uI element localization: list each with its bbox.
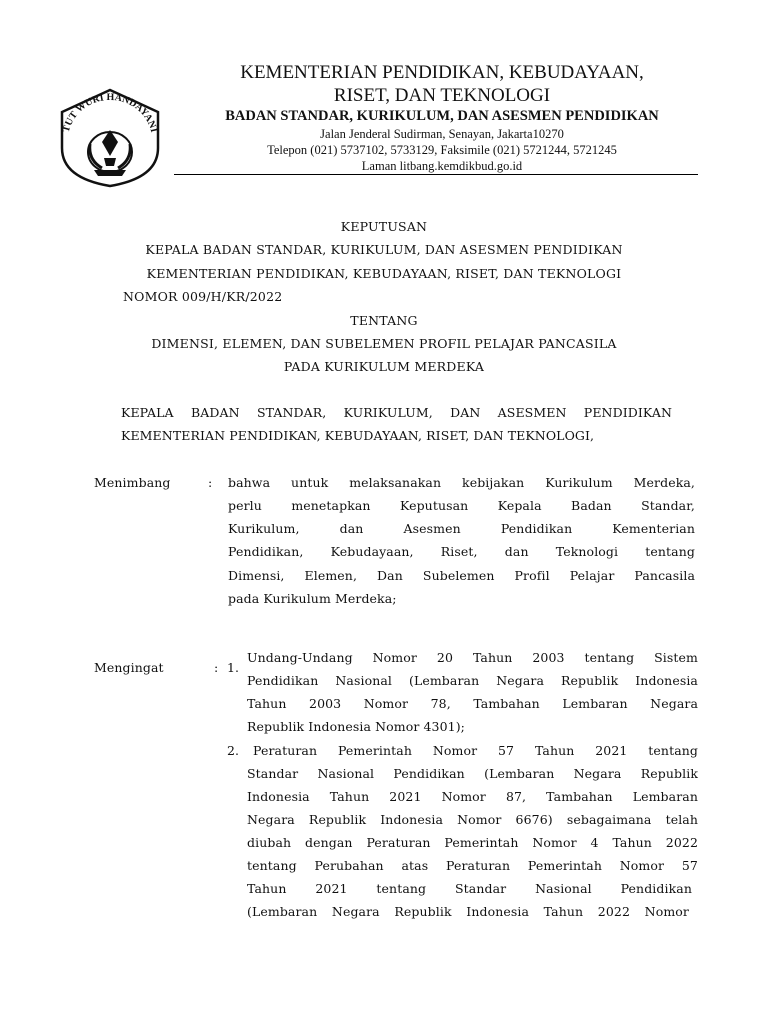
menimbang-line: bahwa untuk melaksanakan kebijakan Kurikulum Merdeka, <box>228 475 695 490</box>
mengingat-label: Mengingat <box>94 660 164 675</box>
menimbang-line: perlu menetapkan Keputusan Kepala Badan Standar, <box>228 498 695 513</box>
mengingat-item-line: Tahun 2003 Nomor 78, Tambahan Lembaran Negara <box>247 696 698 711</box>
mengingat-item-line: Undang-Undang Nomor 20 Tahun 2003 tentang Sistem <box>247 650 698 665</box>
address: Jalan Jenderal Sudirman, Senayan, Jakarta10270 <box>320 127 564 141</box>
mengingat-item-line: tentang Perubahan atas Peraturan Pemerintah Nomor 57 <box>247 858 698 873</box>
issuer-line1: KEPALA BADAN STANDAR, KURIKULUM, DAN ASESMEN PENDIDIKAN <box>121 405 672 420</box>
mengingat-item-line: Standar Nasional Pendidikan (Lembaran Negara Republik <box>247 766 698 781</box>
tentang-heading: TENTANG <box>350 313 418 328</box>
keputusan-heading: KEPUTUSAN <box>340 219 428 234</box>
mengingat-item-line: Tahun 2021 tentang Standar Nasional Pendidikan <box>247 881 692 896</box>
title-line1: KEPALA BADAN STANDAR, KURIKULUM, DAN ASESMEN PENDIDIKAN <box>145 242 623 257</box>
mengingat-item-line: Negara Republik Indonesia Nomor 6676) sebagaimana telah <box>247 812 698 827</box>
title-line2: KEMENTERIAN PENDIDIKAN, KEBUDAYAAN, RISET, DAN TEKNOLOGI <box>146 266 622 281</box>
menimbang-line: pada Kurikulum Merdeka; <box>228 591 397 606</box>
letterhead-divider <box>174 174 698 175</box>
menimbang-colon: : <box>208 475 213 490</box>
menimbang-line: Pendidikan, Kebudayaan, Riset, dan Teknologi tentang <box>228 544 695 559</box>
tut-wuri-handayani-logo-icon <box>50 82 170 192</box>
mengingat-item-line: Pendidikan Nasional (Lembaran Negara Republik Indonesia <box>247 673 698 688</box>
mengingat-item-line: Indonesia Tahun 2021 Nomor 87, Tambahan Lembaran <box>247 789 698 804</box>
mengingat-item-line: diubah dengan Peraturan Pemerintah Nomor 4 Tahun 2022 <box>247 835 698 850</box>
mengingat-item-number: 2. <box>227 743 240 758</box>
issuer-line2: KEMENTERIAN PENDIDIKAN, KEBUDAYAAN, RISET, DAN TEKNOLOGI, <box>121 428 595 443</box>
mengingat-item-line: Republik Indonesia Nomor 4301); <box>247 719 465 734</box>
agency-name: BADAN STANDAR, KURIKULUM, DAN ASESMEN PENDIDIKAN <box>225 108 659 124</box>
logo-motto: TUT WURI HANDAYANI <box>60 91 160 134</box>
subject-line1: DIMENSI, ELEMEN, DAN SUBELEMEN PROFIL PELAJAR PANCASILA <box>151 336 617 351</box>
ministry-name-line2: RISET, DAN TEKNOLOGI <box>333 85 551 106</box>
menimbang-line: Kurikulum, dan Asesmen Pendidikan Kementerian <box>228 521 695 536</box>
mengingat-item-line: Peraturan Pemerintah Nomor 57 Tahun 2021 tentang <box>253 743 698 758</box>
phone-fax: Telepon (021) 5737102, 5733129, Faksimile (021) 5721244, 5721245 <box>267 143 617 157</box>
mengingat-item-number: 1. <box>227 660 240 675</box>
subject-line2: PADA KURIKULUM MERDEKA <box>283 359 485 374</box>
menimbang-line: Dimensi, Elemen, Dan Subelemen Profil Pelajar Pancasila <box>228 568 695 583</box>
mengingat-item-line: (Lembaran Negara Republik Indonesia Tahun 2022 Nomor <box>247 904 689 919</box>
menimbang-label: Menimbang <box>94 475 171 490</box>
website: Laman litbang.kemdikbud.go.id <box>361 159 523 173</box>
ministry-name-line1: KEMENTERIAN PENDIDIKAN, KEBUDAYAAN, <box>240 62 644 83</box>
svg-text:TUT WURI HANDAYANI <box>61 92 159 134</box>
decision-number: NOMOR 009/H/KR/2022 <box>123 289 283 304</box>
mengingat-colon: : <box>214 660 219 675</box>
